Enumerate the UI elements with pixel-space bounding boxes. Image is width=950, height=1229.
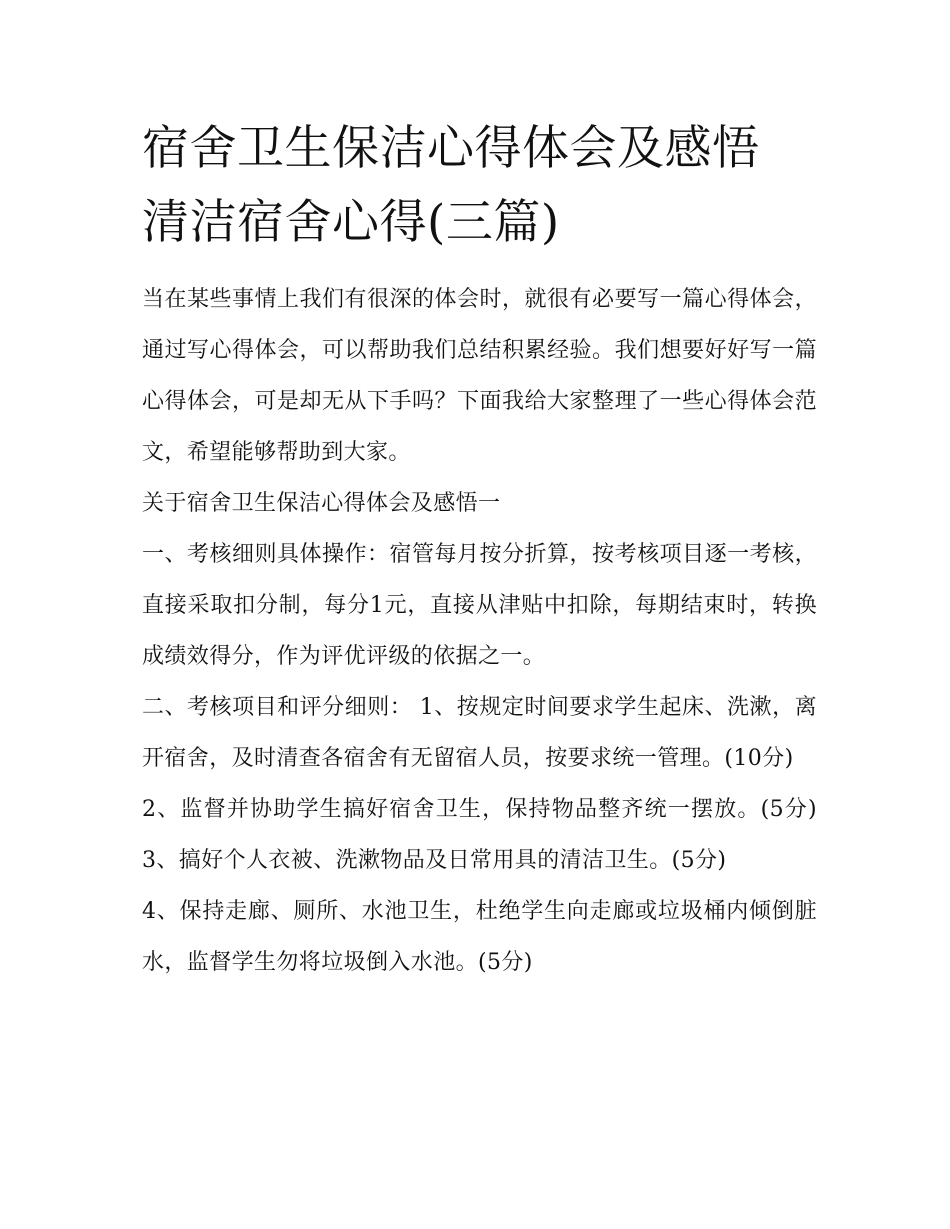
document-title — [142, 112, 817, 260]
document-page — [142, 112, 817, 988]
intro-paragraph: 当在某些事情上我们有很深的体会时，就很有必要写一篇心得体会，通过写心得体会，可以帮助我们总结积累经验。我们想要好好写一篇心得体会，可是却无从下手吗？下面我给大家整理了一些心得体会范文，希望能够帮助到大家。 — [142, 287, 817, 465]
paragraph-item-4: 4、保持走廊、厕所、水池卫生，杜绝学生向走廊或垃圾桶内倾倒脏水，监督学生勿将垃圾倒入水池。(5分) — [142, 899, 817, 975]
title-line-1: 宿舍卫生保洁心得体会及感悟 — [142, 121, 760, 176]
title-line-2: 清洁宿舍心得(三篇) — [142, 195, 560, 250]
paragraph-item-2-3: 2、监督并协助学生搞好宿舍卫生，保持物品整齐统一摆放。(5分) 3、搞好个人衣被、洗漱物品及日常用具的清洁卫生。(5分) — [142, 797, 817, 873]
paragraph-assessment-items: 二、考核项目和评分细则： 1、按规定时间要求学生起床、洗漱，离开宿舍，及时清查各宿舍有无留宿人员，按要求统一管理。(10分) — [142, 695, 817, 771]
document-body — [142, 274, 817, 988]
paragraph-assessment-rules: 一、考核细则具体操作：宿管每月按分折算，按考核项目逐一考核，直接采取扣分制，每分1元，直接从津贴中扣除，每期结束时，转换成绩效得分，作为评优评级的依据之一。 — [142, 542, 817, 669]
section-heading: 关于宿舍卫生保洁心得体会及感悟一 — [142, 491, 501, 516]
